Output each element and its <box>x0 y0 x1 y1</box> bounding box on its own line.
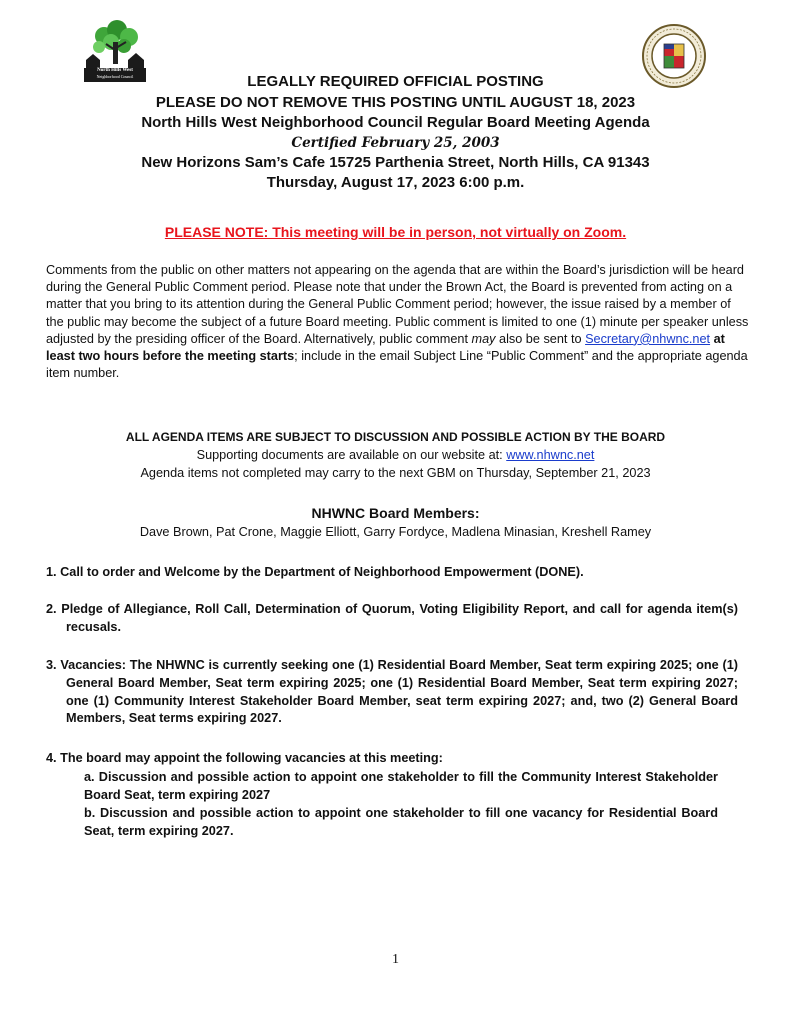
board-members-title: NHWNC Board Members: <box>311 505 480 521</box>
board-members-list: Dave Brown, Pat Crone, Maggie Elliott, Garry Fordyce, Madlena Minasian, Kreshell Ramey <box>139 525 652 539</box>
public-comment-paragraph <box>46 262 750 382</box>
secretary-email-link[interactable]: Secretary@nhwnc.net <box>585 331 711 346</box>
public-comment-text-1: Comments from the public on other matters not appearing on the agenda that are within the Board’s jurisdiction will be heard during the General Public Comment period. Please note that under the Brown Act, the Board is prevented from acting on a matter that you bring to its attention during the General Public Comment period; however, the issue raised by a member of the public may become the subject of a future Board meeting. Public comment is limited to one (1) minute per speaker unless adjusted by the presiding officer of the Board. Alternatively, public comment <box>46 263 749 346</box>
agenda-item-4-heading: 4. The board may appoint the following vacancies at this meeting: <box>46 751 443 765</box>
agenda-item-4a: a. Discussion and possible action to appoint one stakeholder to fill the Community Interest Stakeholder Board Seat, term expiring 2027 <box>84 769 718 802</box>
agenda-items-subject-notice: ALL AGENDA ITEMS ARE SUBJECT TO DISCUSSION AND POSSIBLE ACTION BY THE BOARD <box>125 430 666 444</box>
certified-date: Certified February 25, 2003 <box>291 134 500 151</box>
supporting-documents <box>40 448 751 462</box>
meeting-title: North Hills West Neighborhood Council Regular Board Meeting Agenda <box>141 114 650 131</box>
public-comment-may: may <box>471 331 496 346</box>
public-comment-text-3: ; include in the email Subject Line “Public Comment” and the appropriate agenda item number. <box>46 349 748 381</box>
meeting-location: New Horizons Sam’s Cafe 15725 Parthenia Street, North Hills, CA 91343 <box>141 153 650 171</box>
page-number: 1 <box>392 952 399 967</box>
public-comment-deadline: at least two hours before the meeting starts <box>46 331 725 364</box>
agenda-item-3: 3. Vacancies: The NHWNC is currently seeking one (1) Residential Board Member, Seat term expiring 2025; one (1) General Board Member, Seat term expiring 2025; one (1) Residential Board Member, Seat term expiring 2027; one (1) Community Interest Stakeholder Board Member, seat term expiring 2027; and, two (2) General Board Members, Seat terms expiring 2027. <box>46 658 738 726</box>
logo-line-2: Neighborhood Council <box>96 74 134 79</box>
in-person-notice: PLEASE NOTE: This meeting will be in person, not virtually on Zoom. <box>164 224 627 240</box>
carry-over-notice: Agenda items not completed may carry to the next GBM on Thursday, September 21, 2023 <box>140 466 651 480</box>
agenda-item-1: 1. Call to order and Welcome by the Department of Neighborhood Empowerment (DONE). <box>46 565 584 579</box>
do-not-remove-heading: PLEASE DO NOT REMOVE THIS POSTING UNTIL AUGUST 18, 2023 <box>155 93 636 111</box>
logo-line-1: North Hills West <box>97 68 133 73</box>
meeting-datetime: Thursday, August 17, 2023 6:00 p.m. <box>266 174 525 191</box>
agenda-header <box>40 72 751 194</box>
agenda-item-2: 2. Pledge of Allegiance, Roll Call, Determination of Quorum, Voting Eligibility Report, and call for agenda item(s) recusals. <box>46 602 738 634</box>
website-link[interactable]: www.nhwnc.net <box>506 448 595 462</box>
agenda-item-4b: b. Discussion and possible action to appoint one stakeholder to fill one vacancy for Residential Board Seat, term expiring 2027. <box>84 806 718 839</box>
agenda-item-4 <box>46 750 718 841</box>
supporting-documents-text: Supporting documents are available on our website at: <box>196 448 507 462</box>
public-comment-text-2: also be sent to <box>495 331 586 346</box>
posting-heading: LEGALLY REQUIRED OFFICIAL POSTING <box>247 73 544 90</box>
